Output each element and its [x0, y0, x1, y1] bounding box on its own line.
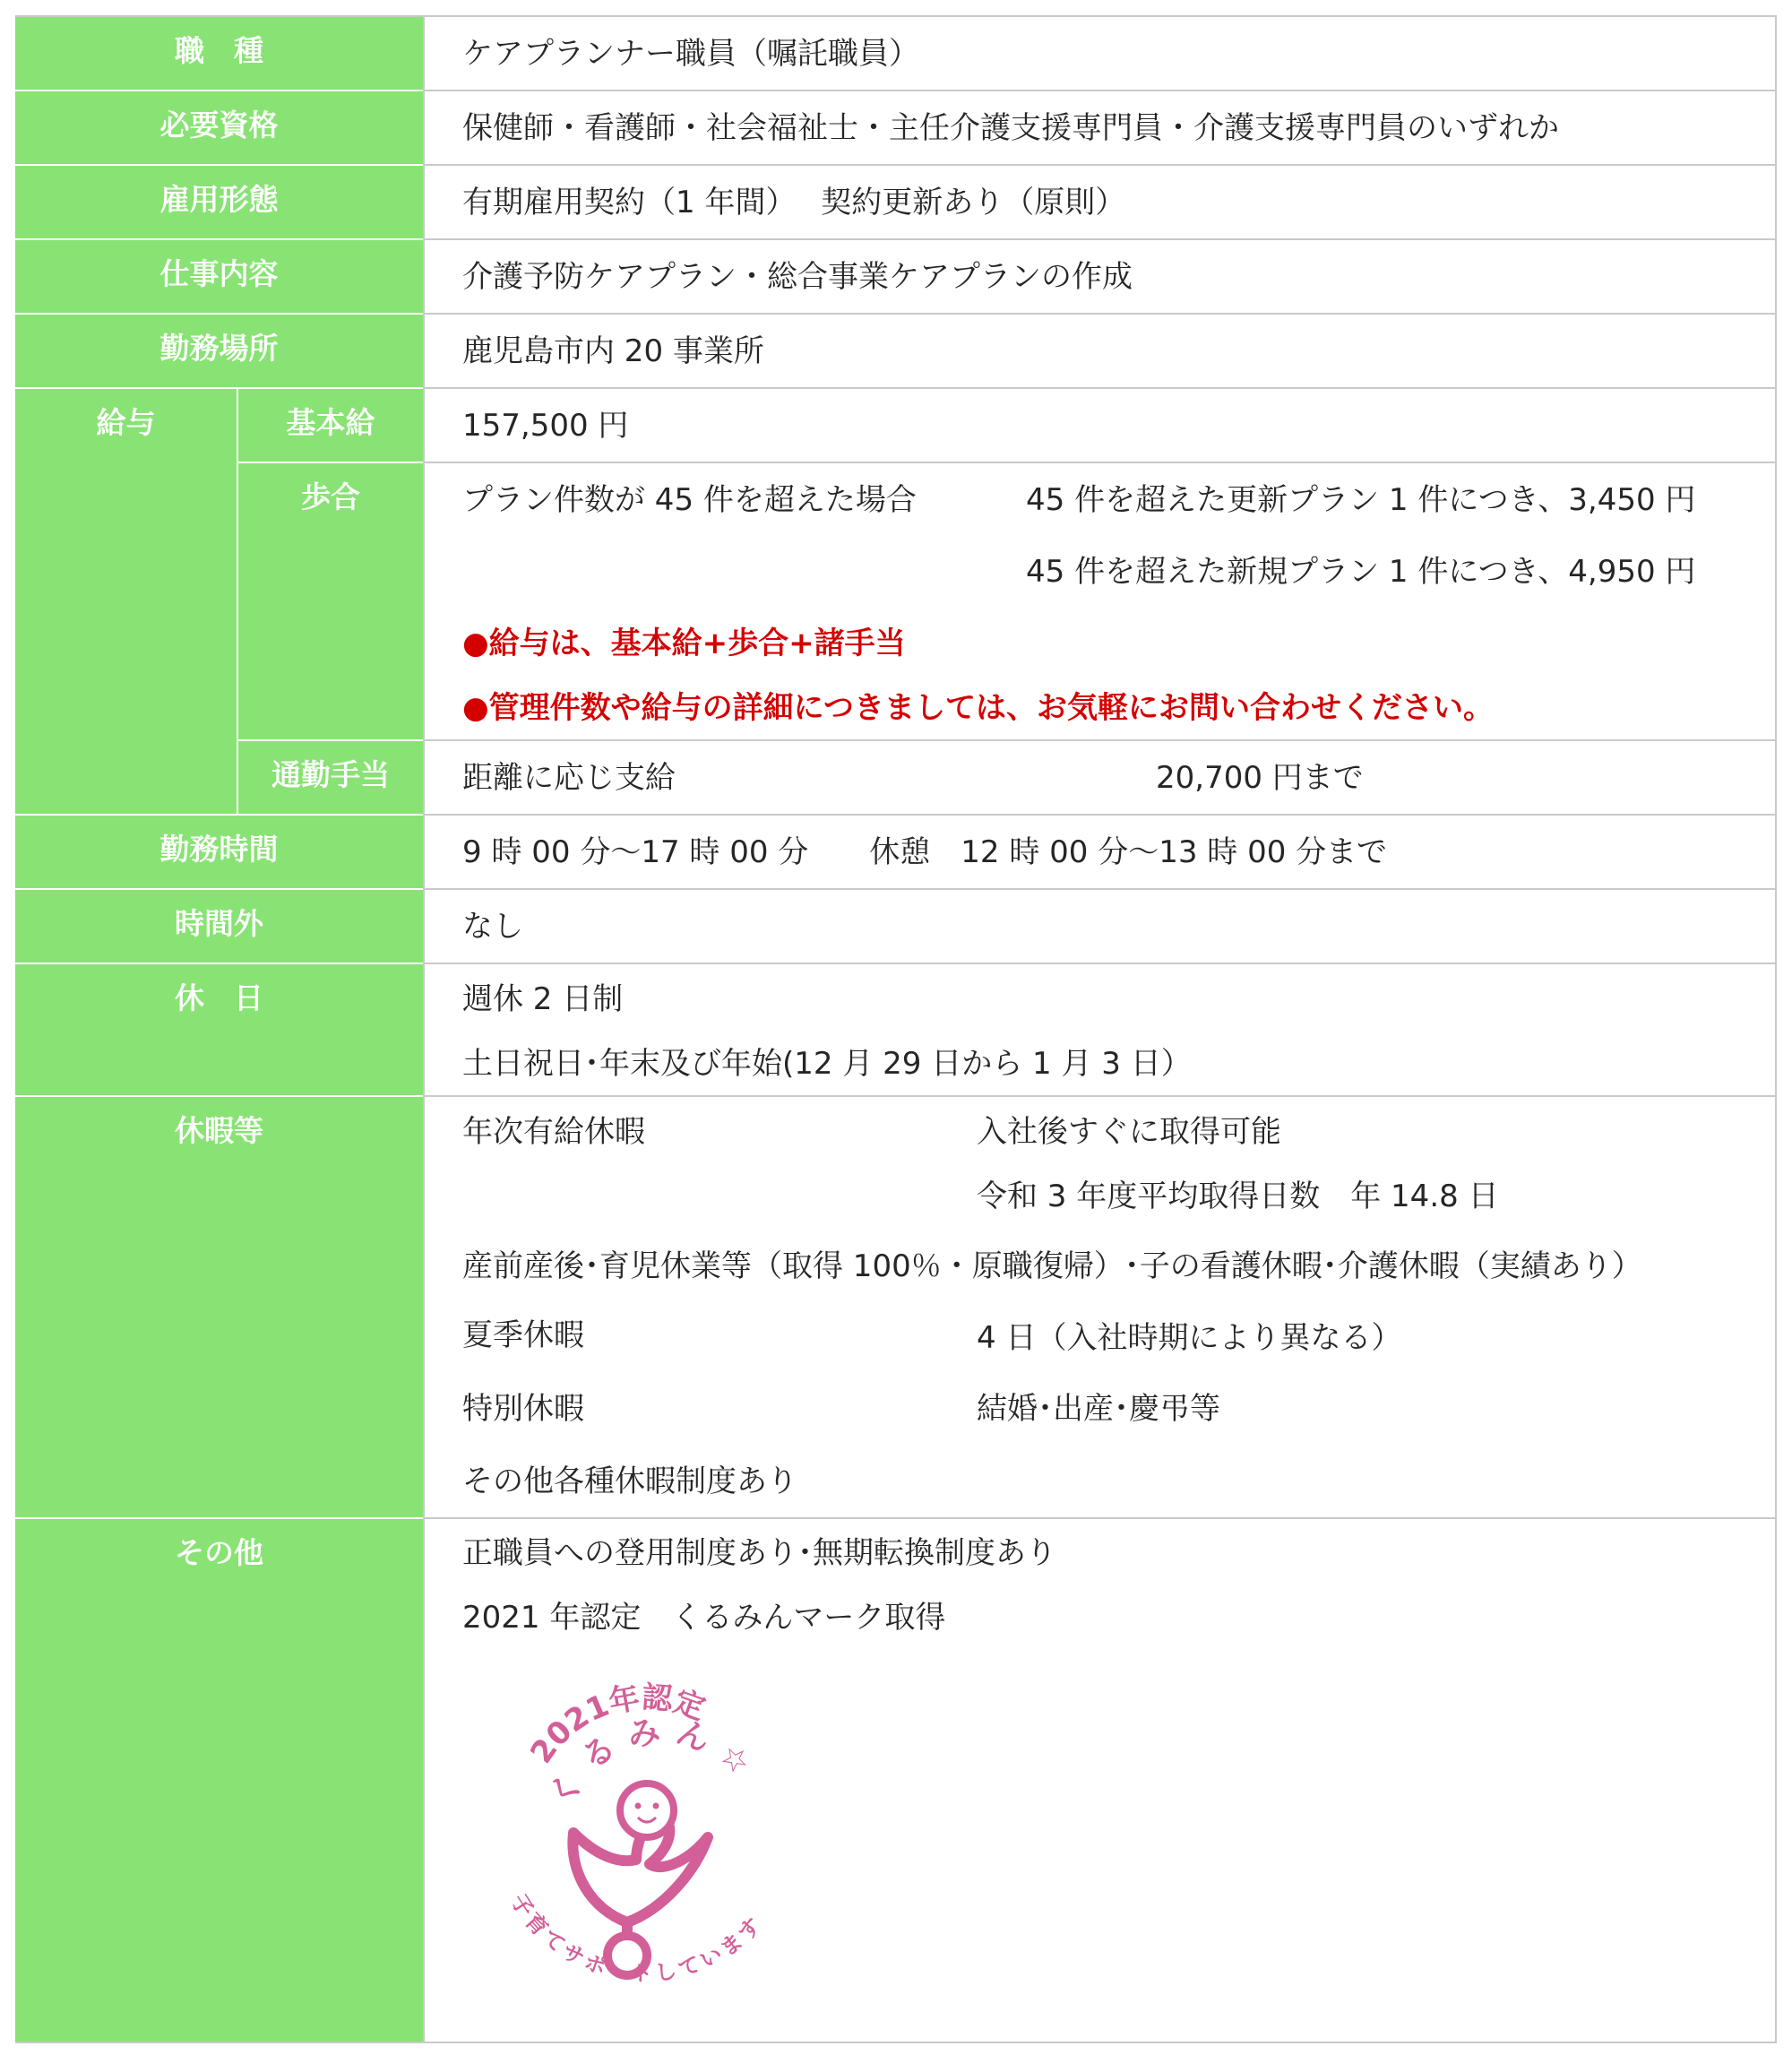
kurumin-top-text: 2021年認定: [523, 1679, 711, 1770]
commission-condition: プラン件数が 45 件を超えた場合: [462, 482, 917, 518]
label-base-salary: 基本給: [286, 405, 375, 440]
kurumin-name-text: くるみん☆: [542, 1712, 767, 1814]
value-holidays-1: 週休 2 日制: [462, 981, 624, 1017]
value-base-salary: 157,500 円: [462, 408, 629, 444]
label-duties: 仕事内容: [159, 256, 279, 291]
leave-summer: 夏季休暇: [462, 1317, 584, 1353]
label-overtime: 時間外: [175, 906, 263, 941]
kurumin-bottom-text: 子育てサポートしています: [505, 1889, 769, 1987]
label-holidays: 休 日: [175, 980, 263, 1015]
leave-special-detail: 結婚･出産･慶弔等: [977, 1391, 1220, 1427]
kurumin-face: [620, 1783, 674, 1837]
label-qualifications: 必要資格: [159, 108, 279, 142]
label-other: その他: [175, 1535, 263, 1570]
label-location: 勤務場所: [159, 331, 279, 366]
value-duties: 介護予防ケアプラン・総合事業ケアプランの作成: [462, 259, 1133, 295]
value-holidays-2: 土日祝日･年末及び年始(12 月 29 日から 1 月 3 日）: [462, 1046, 1192, 1082]
label-commute: 通勤手当: [271, 757, 390, 792]
value-commute: 距離に応じ支給: [462, 760, 676, 796]
salary-note-2: ●管理件数や給与の詳細につきましては、お気軽にお問い合わせください。: [462, 690, 1494, 726]
value-employment: 有期雇用契約（1 年間） 契約更新あり（原則）: [462, 185, 1126, 220]
leave-other: その他各種休暇制度あり: [462, 1464, 797, 1499]
leave-annual: 年次有給休暇: [462, 1114, 645, 1150]
value-qualifications: 保健師・看護師・社会福祉士・主任介護支援専門員・介護支援専門員のいずれか: [462, 110, 1559, 146]
leave-annual-detail-2: 令和 3 年度平均取得日数 年 14.8 日: [977, 1179, 1499, 1214]
leave-special: 特別休暇: [462, 1391, 584, 1427]
value-location: 鹿児島市内 20 事業所: [462, 333, 764, 369]
value-overtime: なし: [462, 909, 523, 945]
commission-renewal: 45 件を超えた更新プラン 1 件につき、3,450 円: [1026, 482, 1696, 518]
leave-summer-detail: 4 日（入社時期により異なる）: [977, 1320, 1402, 1356]
salary-note-1: ●給与は、基本給+歩合+諸手当: [462, 626, 906, 661]
label-employment: 雇用形態: [159, 182, 279, 217]
label-leave: 休暇等: [175, 1113, 263, 1148]
other-line-2: 2021 年認定 くるみんマーク取得: [462, 1600, 946, 1636]
label-salary: 給与: [96, 405, 156, 440]
value-commute-amount: 20,700 円まで: [1156, 760, 1364, 796]
value-hours: 9 時 00 分～17 時 00 分 休憩 12 時 00 分～13 時 00 分まで: [462, 834, 1388, 870]
label-job-type: 職 種: [175, 33, 263, 68]
other-line-1: 正職員への登用制度あり･無期転換制度あり: [462, 1535, 1056, 1571]
kurumin-logo: [484, 1667, 824, 2034]
label-hours: 勤務時間: [159, 832, 279, 867]
label-commission: 歩合: [301, 479, 360, 514]
commission-new: 45 件を超えた新規プラン 1 件につき、4,950 円: [1026, 554, 1696, 590]
value-job-type: ケアプランナー職員（嘱託職員）: [462, 36, 919, 72]
leave-childcare: 産前産後･育児休業等（取得 100％・原職復帰）･子の看護休暇･介護休暇（実績あり）: [462, 1248, 1642, 1284]
leave-annual-detail-1: 入社後すぐに取得可能: [977, 1114, 1281, 1150]
